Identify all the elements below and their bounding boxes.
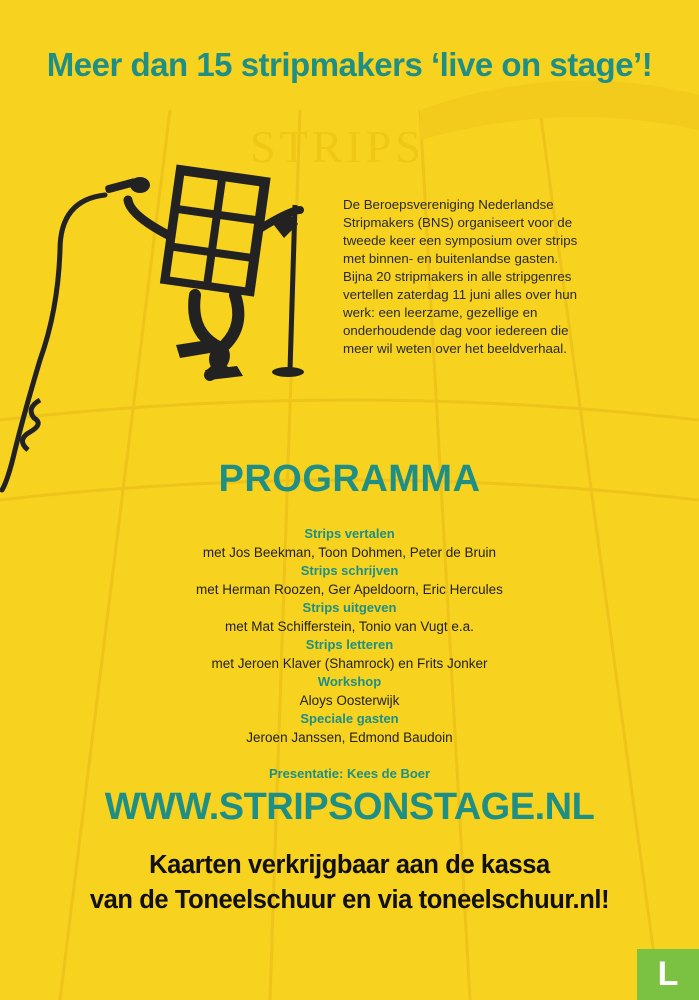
website-url: WWW.STRIPSONSTAGE.NL: [104, 786, 595, 828]
tickets-line: Kaarten verkrijgbaar aan de kassa: [149, 851, 550, 879]
intro-line: meer wil weten over het beeldverhaal.: [343, 341, 567, 356]
program-category: Strips uitgeven: [302, 600, 397, 615]
corner-badge: L: [637, 949, 699, 1000]
program-item: [0, 673, 699, 710]
program-title: PROGRAMMA: [218, 458, 481, 500]
program-item: [0, 525, 699, 562]
intro-line: Bijna 20 stripmakers in alle stripgenres: [343, 269, 572, 284]
program-item: [0, 599, 699, 636]
program-category: Strips vertalen: [304, 526, 395, 541]
tickets-line: van de Toneelschuur en via toneelschuur.nl!: [89, 886, 610, 914]
tickets-notice: [0, 848, 699, 918]
presenter-line: Presentatie: Kees de Boer: [268, 766, 431, 781]
program-people: met Mat Schifferstein, Tonio van Vugt e.a.: [225, 619, 474, 634]
program-category: Strips letteren: [305, 637, 394, 652]
microphone-cord: [2, 195, 105, 490]
program-category: Strips schrijven: [300, 563, 399, 578]
headline: Meer dan 15 stripmakers ‘live on stage’!: [46, 46, 653, 83]
intro-line: onderhoudende dag voor iedereen die: [343, 323, 569, 338]
microphone-icon: [104, 177, 150, 194]
program-people: met Herman Roozen, Ger Apeldoorn, Eric Hercules: [196, 582, 503, 597]
program-people: Jeroen Janssen, Edmond Baudoin: [246, 730, 453, 745]
program-item: [0, 562, 699, 599]
intro-line: met binnen- en buitenlandse gasten.: [343, 251, 559, 266]
program-people: Aloys Oosterwijk: [299, 693, 400, 708]
singing-window-mascot-icon: [0, 160, 320, 500]
mic-stand-icon: [270, 205, 304, 377]
program-category: Workshop: [317, 674, 382, 689]
intro-line: tweede keer een symposium over strips: [343, 233, 578, 248]
program-list: [0, 525, 699, 747]
program-people: met Jeroen Klaver (Shamrock) en Frits Jonker: [211, 656, 488, 671]
program-item: [0, 636, 699, 673]
program-category: Speciale gasten: [300, 711, 399, 726]
intro-text: [343, 196, 653, 358]
intro-line: vertellen zaterdag 11 juni alles over hun: [343, 287, 578, 302]
intro-line: Stripmakers (BNS) organiseert voor de: [343, 215, 573, 230]
background-strips-lettering: STRIPS: [250, 121, 425, 172]
intro-line: De Beroepsvereniging Nederlandse: [343, 197, 554, 212]
program-item: [0, 710, 699, 747]
program-people: met Jos Beekman, Toon Dohmen, Peter de Bruin: [202, 545, 497, 560]
intro-line: werk: een leerzame, gezellige en: [343, 305, 538, 320]
